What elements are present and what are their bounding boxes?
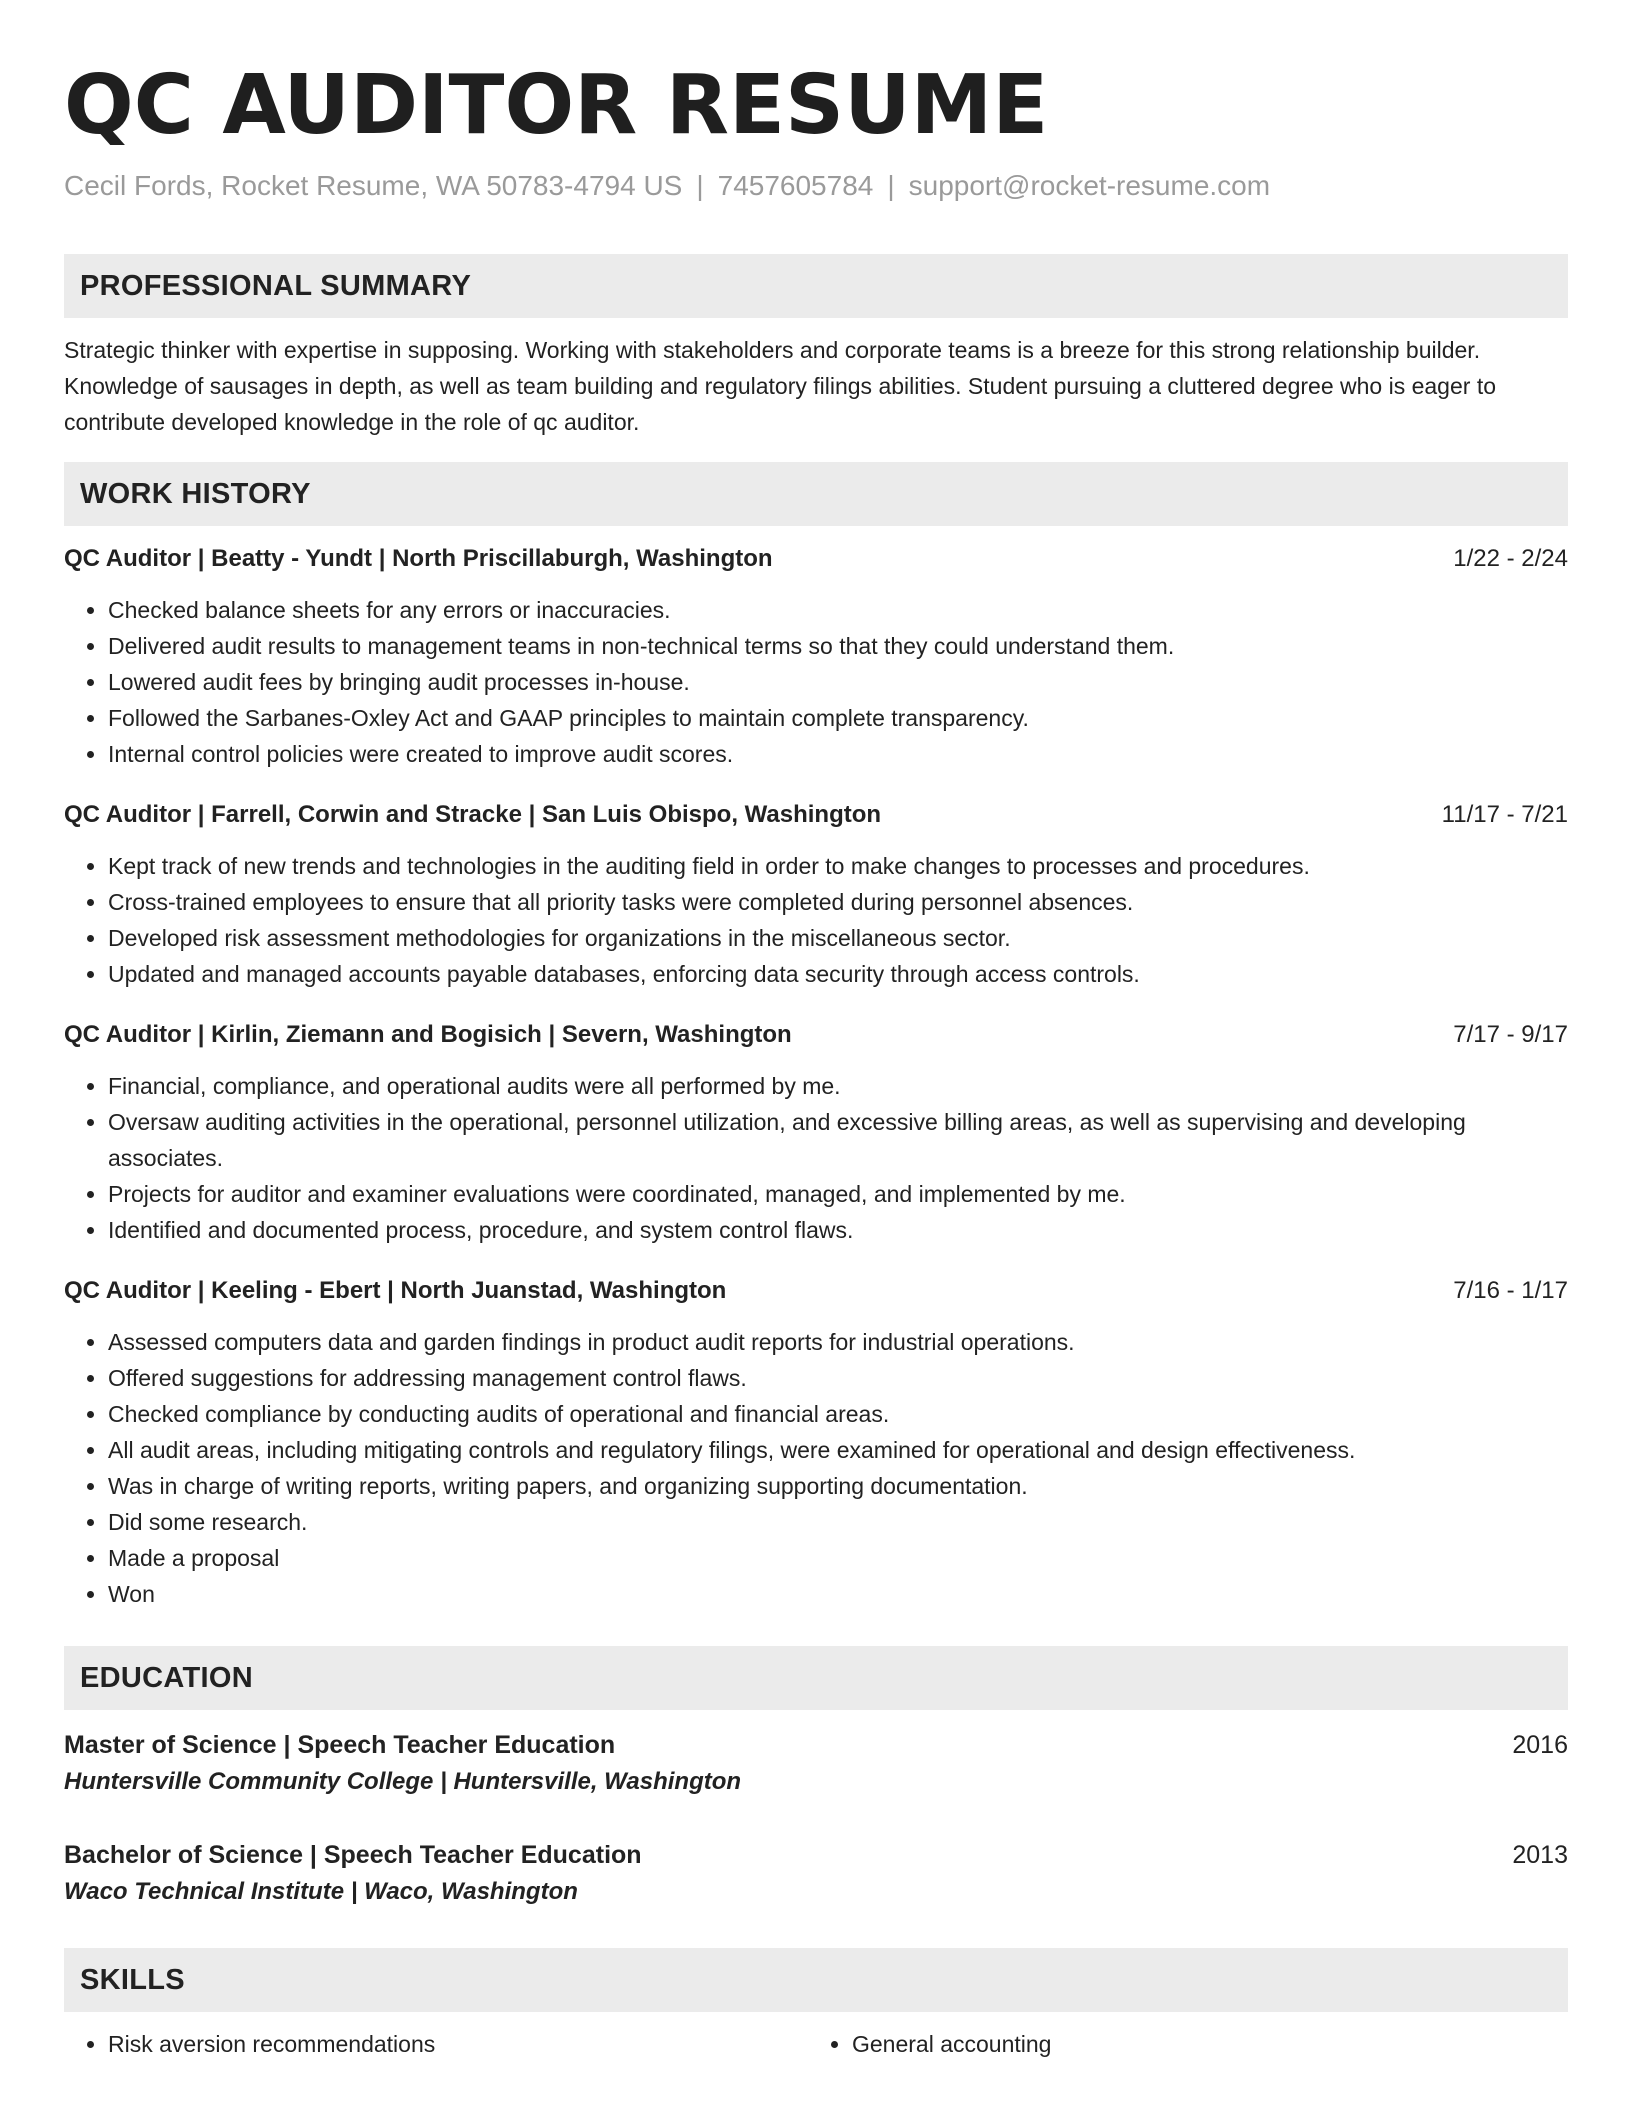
job-title: QC Auditor | Keeling - Ebert | North Juanstad, Washington xyxy=(64,1277,727,1304)
job-bullet: • Internal control policies were created to improve audit scores. xyxy=(108,736,1568,772)
job-bullets xyxy=(64,592,1568,772)
job-bullet: • Updated and managed accounts payable databases, enforcing data security through access controls. xyxy=(108,956,1568,992)
summary-text: Strategic thinker with expertise in supposing. Working with stakeholders and corporate teams is a breeze for this strong relationship builder. Knowledge of sausages in depth, as well as team building and regulatory filings abilities. Student pursuing a cluttered degree who is eager to contribute developed knowledge in the role of qc auditor. xyxy=(64,337,1496,435)
job-bullet: • Oversaw auditing activities in the operational, personnel utilization, and excessive billing areas, as well as supervising and developing associates. xyxy=(108,1104,1568,1176)
job-entry xyxy=(64,1018,1568,1248)
job-entry xyxy=(64,1274,1568,1612)
job-bullet: • Checked compliance by conducting audits of operational and financial areas. xyxy=(108,1396,1568,1432)
job-bullet: • Was in charge of writing reports, writing papers, and organizing supporting documentation. xyxy=(108,1468,1568,1504)
job-bullet: • All audit areas, including mitigating controls and regulatory filings, were examined for operational and design effectiveness. xyxy=(108,1432,1568,1468)
job-bullet: • Did some research. xyxy=(108,1504,1568,1540)
contact-email: support@rocket-resume.com xyxy=(908,170,1271,201)
job-bullet: • Assessed computers data and garden findings in product audit reports for industrial operations. xyxy=(108,1324,1568,1360)
job-dates: 7/16 - 1/17 xyxy=(1453,1277,1568,1304)
job-bullet: • Financial, compliance, and operational audits were all performed by me. xyxy=(108,1068,1568,1104)
education-degree: Bachelor of Science | Speech Teacher Education xyxy=(64,1841,642,1869)
job-bullet: • Followed the Sarbanes-Oxley Act and GAAP principles to maintain complete transparency. xyxy=(108,700,1568,736)
job-bullet: • Developed risk assessment methodologies for organizations in the miscellaneous sector. xyxy=(108,920,1568,956)
section-heading-summary: PROFESSIONAL SUMMARY xyxy=(64,254,1568,318)
job-title: QC Auditor | Beatty - Yundt | North Priscillaburgh, Washington xyxy=(64,545,773,572)
job-header xyxy=(64,798,1568,832)
skills-left-column xyxy=(64,2026,808,2062)
education-entry xyxy=(64,1836,1568,1910)
contact-separator: | xyxy=(887,170,895,201)
job-title: QC Auditor | Farrell, Corwin and Stracke | San Luis Obispo, Washington xyxy=(64,801,882,828)
education-degree: Master of Science | Speech Teacher Education xyxy=(64,1731,616,1759)
section-heading-skills: SKILLS xyxy=(64,1948,1568,2012)
job-bullets xyxy=(64,1324,1568,1612)
education-header xyxy=(64,1726,1568,1764)
job-header xyxy=(64,542,1568,576)
job-bullet: • Made a proposal xyxy=(108,1540,1568,1576)
skills-columns xyxy=(64,2012,1568,2062)
job-dates: 7/17 - 9/17 xyxy=(1453,1021,1568,1048)
job-bullets xyxy=(64,848,1568,992)
job-header xyxy=(64,1274,1568,1308)
contact-separator: | xyxy=(696,170,704,201)
job-bullets xyxy=(64,1068,1568,1248)
education-year: 2013 xyxy=(1512,1841,1568,1869)
job-bullet: • Projects for auditor and examiner evaluations were coordinated, managed, and implemented by me. xyxy=(108,1176,1568,1212)
job-dates: 1/22 - 2/24 xyxy=(1453,545,1568,572)
job-title: QC Auditor | Kirlin, Ziemann and Bogisich | Severn, Washington xyxy=(64,1021,792,1048)
job-bullet: • Checked balance sheets for any errors or inaccuracies. xyxy=(108,592,1568,628)
job-entry xyxy=(64,542,1568,772)
job-bullet: • Lowered audit fees by bringing audit processes in-house. xyxy=(108,664,1568,700)
job-bullet: • Cross-trained employees to ensure that all priority tasks were completed during personnel absences. xyxy=(108,884,1568,920)
education-year: 2016 xyxy=(1512,1731,1568,1759)
education-school: Huntersville Community College | Huntersville, Washington xyxy=(64,1768,742,1795)
job-bullet: • Offered suggestions for addressing management control flaws. xyxy=(108,1360,1568,1396)
contact-line xyxy=(64,168,1568,204)
job-entry xyxy=(64,798,1568,992)
skills-right-column xyxy=(808,2026,1552,2062)
job-bullet: • Won xyxy=(108,1576,1568,1612)
contact-phone: 7457605784 xyxy=(717,170,874,201)
resume-title: QC AUDITOR RESUME xyxy=(64,58,1049,153)
section-heading-work: WORK HISTORY xyxy=(64,462,1568,526)
skill-item: • General accounting xyxy=(852,2026,1552,2062)
education-school: Waco Technical Institute | Waco, Washington xyxy=(64,1878,578,1905)
contact-address: Cecil Fords, Rocket Resume, WA 50783-4794 US xyxy=(64,170,683,201)
education-entry xyxy=(64,1726,1568,1800)
job-bullet: • Identified and documented process, procedure, and system control flaws. xyxy=(108,1212,1568,1248)
job-bullet: • Delivered audit results to management teams in non-technical terms so that they could understand them. xyxy=(108,628,1568,664)
section-heading-education: EDUCATION xyxy=(64,1646,1568,1710)
job-bullet: • Kept track of new trends and technologies in the auditing field in order to make changes to processes and procedures. xyxy=(108,848,1568,884)
job-dates: 11/17 - 7/21 xyxy=(1441,801,1568,828)
skill-item: • Risk aversion recommendations xyxy=(108,2026,808,2062)
education-header xyxy=(64,1836,1568,1874)
job-header xyxy=(64,1018,1568,1052)
